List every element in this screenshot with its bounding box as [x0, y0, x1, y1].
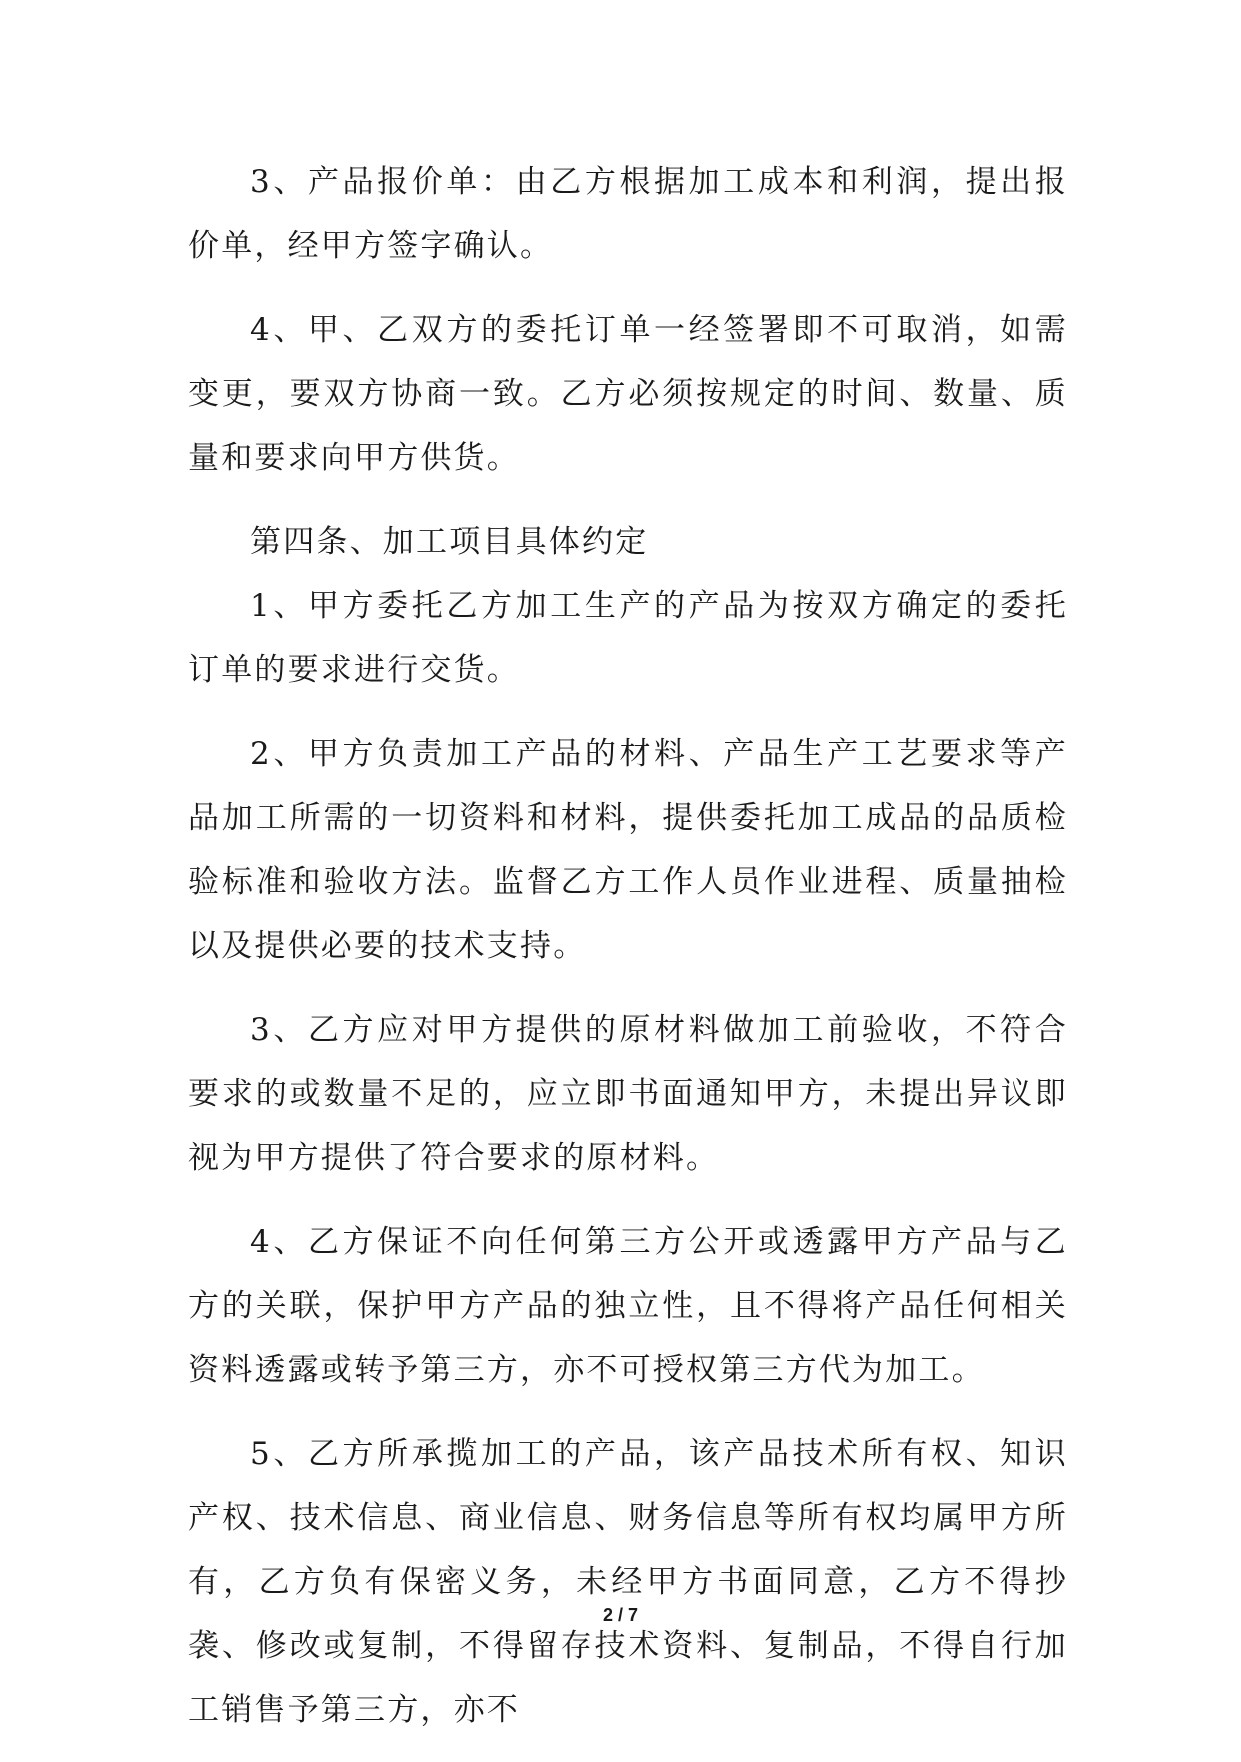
- paragraph-confidentiality: 4、乙方保证不向任何第三方公开或透露甲方产品与乙方的关联，保护甲方产品的独立性，且不得将产品任何相关资料透露或转予第三方，亦不可授权第三方代为加工。: [188, 1224, 1068, 1388]
- paragraph-order-changes: 4、甲、乙双方的委托订单一经签署即不可取消，如需变更，要双方协商一致。乙方必须按规定的时间、数量、质量和要求向甲方供货。: [188, 312, 1068, 476]
- page-number: 2 / 7: [602, 1605, 639, 1625]
- document-page: [188, 150, 1068, 1762]
- paragraph-acceptance: 3、乙方应对甲方提供的原材料做加工前验收，不符合要求的或数量不足的，应立即书面通知甲方，未提出异议即视为甲方提供了符合要求的原材料。: [188, 1012, 1068, 1176]
- paragraph-ownership: 5、乙方所承揽加工的产品，该产品技术所有权、知识产权、技术信息、商业信息、财务信息等所有权均属甲方所有，乙方负有保密义务，未经甲方书面同意，乙方不得抄袭、修改或复制，不得留存技术资料、复制品，不得自行加工销售予第三方，亦不: [188, 1436, 1068, 1728]
- paragraph-materials: 2、甲方负责加工产品的材料、产品生产工艺要求等产品加工所需的一切资料和材料，提供委托加工成品的品质检验标准和验收方法。监督乙方工作人员作业进程、质量抽检以及提供必要的技术支持。: [188, 736, 1068, 964]
- section-heading-article-4: 第四条、加工项目具体约定: [250, 524, 649, 560]
- paragraph-quote-price: 3、产品报价单：由乙方根据加工成本和利润，提出报价单，经甲方签字确认。: [188, 164, 1068, 264]
- paragraph-delivery: 1、甲方委托乙方加工生产的产品为按双方确定的委托订单的要求进行交货。: [188, 588, 1068, 688]
